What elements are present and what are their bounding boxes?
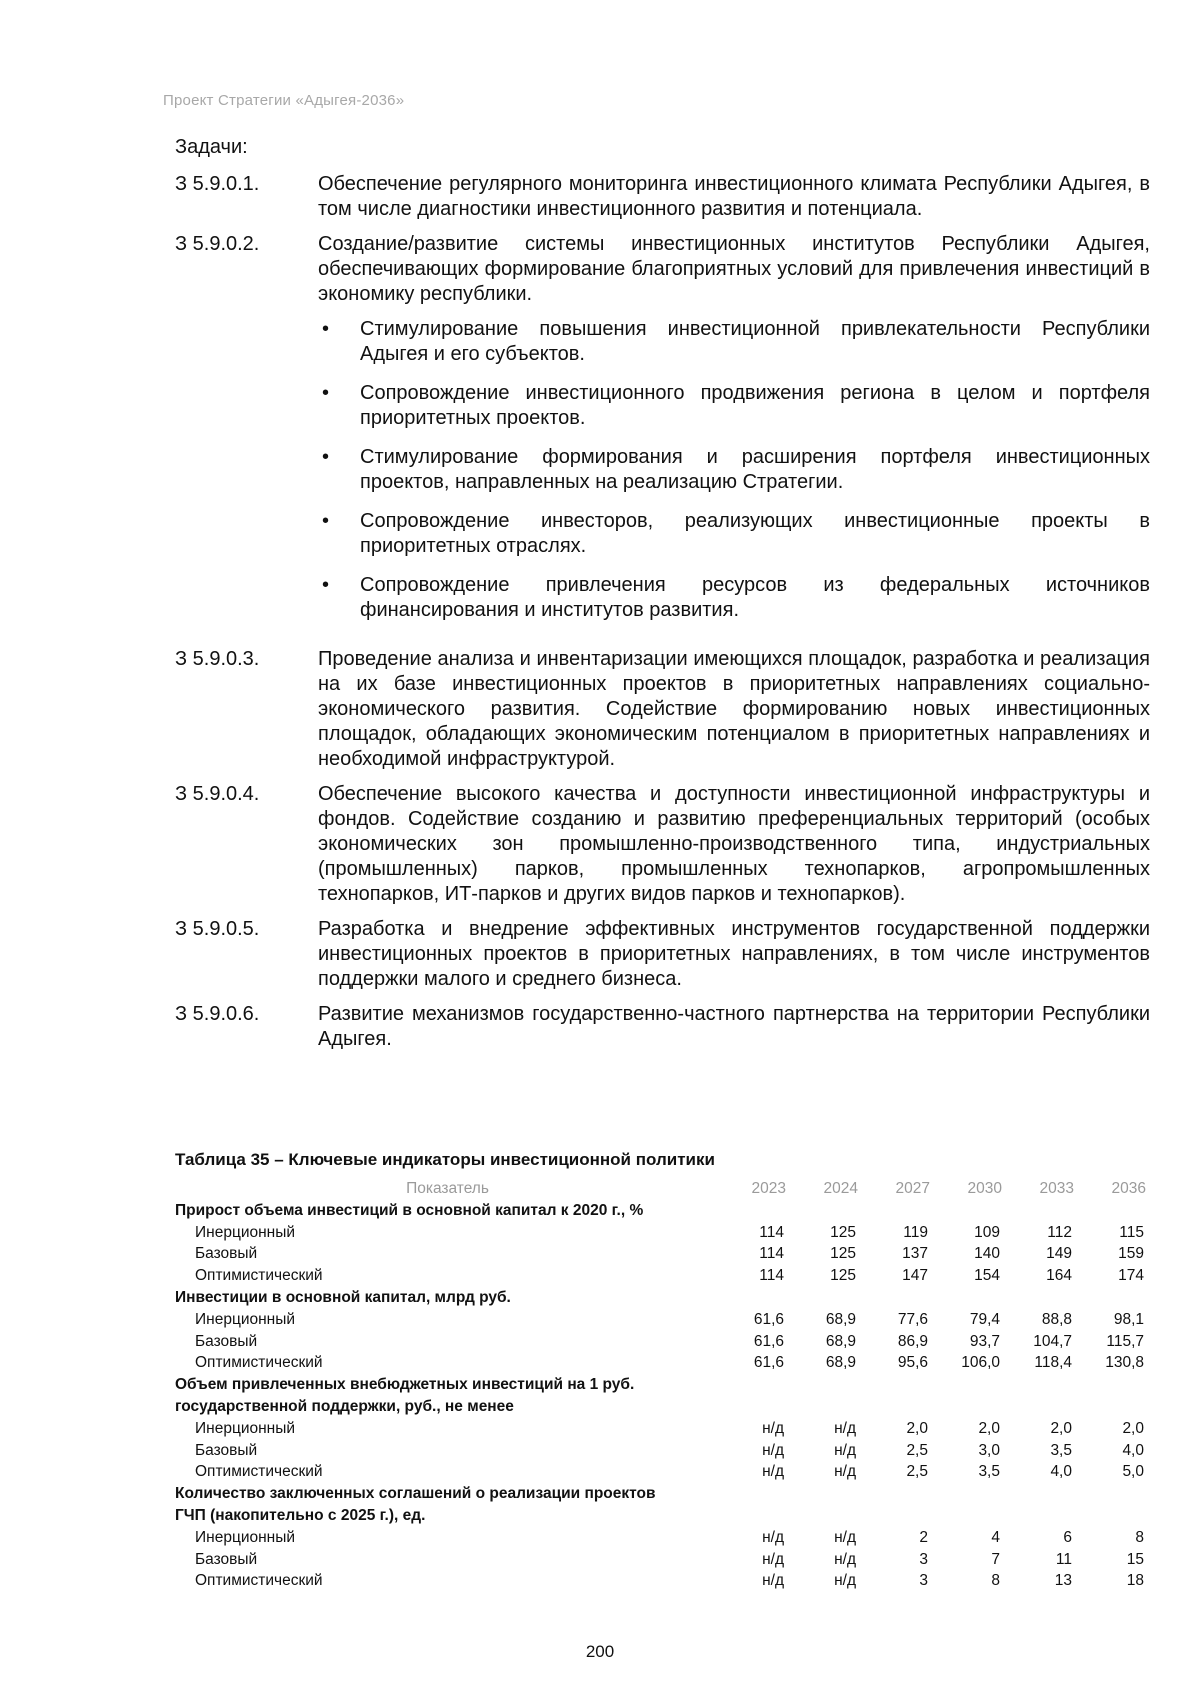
indicator-group-label: Инвестиции в основной капитал, млрд руб. bbox=[175, 1288, 511, 1306]
table-cell: н/д bbox=[762, 1441, 784, 1459]
task-item bbox=[175, 917, 1150, 992]
scenario-label: Инерционный bbox=[195, 1310, 296, 1328]
column-header: 2027 bbox=[895, 1180, 930, 1197]
scenario-label: Инерционный bbox=[195, 1419, 296, 1437]
indicator-group-label: ГЧП (накопительно с 2025 г.), ед. bbox=[175, 1506, 426, 1524]
table-cell: н/д bbox=[762, 1419, 784, 1437]
table-title: Таблица 35 – Ключевые индикаторы инвестиционной политики bbox=[175, 1150, 715, 1169]
scenario-label: Базовый bbox=[195, 1441, 258, 1459]
table-group-row bbox=[175, 1396, 1152, 1418]
table-cell: 109 bbox=[974, 1223, 1000, 1241]
table-cell: н/д bbox=[762, 1572, 784, 1590]
table-cell: 18 bbox=[1126, 1572, 1144, 1590]
table-cell: 2,0 bbox=[906, 1419, 928, 1437]
table-row bbox=[175, 1440, 1152, 1462]
table-cell: 104,7 bbox=[1033, 1332, 1072, 1350]
column-header: 2023 bbox=[751, 1180, 786, 1197]
table-row bbox=[175, 1352, 1152, 1374]
table-cell: 3,0 bbox=[978, 1441, 1000, 1459]
task-text: Обеспечение регулярного мониторинга инвестиционного климата Республики Адыгея, в том числе диагностики инвестиционного развития и потенциала. bbox=[318, 173, 1150, 220]
indicator-group-label: Количество заключенных соглашений о реализации проектов bbox=[175, 1485, 656, 1503]
table-cell: 125 bbox=[830, 1267, 856, 1285]
task-number: З 5.9.0.1. bbox=[175, 173, 260, 195]
indicator-group-label: Объем привлеченных внебюджетных инвестиций на 1 руб. bbox=[175, 1376, 635, 1394]
scenario-label: Оптимистический bbox=[195, 1267, 323, 1285]
table-cell: н/д bbox=[834, 1463, 856, 1481]
table-row bbox=[175, 1265, 1152, 1287]
table-cell: 2,5 bbox=[906, 1441, 928, 1459]
table-row bbox=[175, 1309, 1152, 1331]
task-number: З 5.9.0.3. bbox=[175, 648, 260, 670]
task-item bbox=[175, 1002, 1150, 1052]
table-cell: 6 bbox=[1063, 1528, 1072, 1546]
task-number: З 5.9.0.4. bbox=[175, 783, 260, 805]
table-row bbox=[175, 1570, 1152, 1592]
bullet-item bbox=[318, 381, 1150, 431]
bullet-item bbox=[318, 317, 1150, 367]
task-text: Обеспечение высокого качества и доступности инвестиционной инфраструктуры и фондов. Содействие созданию и развитию преференциальных территорий (особых экономических зон промышленно-производственного типа, индустриальных (промышленных) парков, промышленных технопарков, агропромышленных технопарков, ИТ-парков и других видов парков и технопарков). bbox=[318, 783, 1150, 905]
table-cell: 3 bbox=[919, 1572, 928, 1590]
table-cell: 4,0 bbox=[1122, 1441, 1144, 1459]
bullet-text: Сопровождение инвестиционного продвижения региона в целом и портфеля приоритетных проектов. bbox=[360, 382, 1150, 429]
table-cell: 4,0 bbox=[1050, 1463, 1072, 1481]
table-cell: н/д bbox=[834, 1572, 856, 1590]
scenario-label: Инерционный bbox=[195, 1223, 296, 1241]
table-cell: 125 bbox=[830, 1223, 856, 1241]
scenario-label: Инерционный bbox=[195, 1528, 296, 1546]
table-cell: 68,9 bbox=[825, 1332, 856, 1350]
table-cell: 98,1 bbox=[1113, 1310, 1144, 1328]
table-row bbox=[175, 1527, 1152, 1549]
table-header-row bbox=[175, 1178, 1152, 1200]
table-cell: н/д bbox=[834, 1528, 856, 1546]
table-row bbox=[175, 1331, 1152, 1353]
table-cell: 77,6 bbox=[897, 1310, 928, 1328]
indicator-group-label: государственной поддержки, руб., не менее bbox=[175, 1397, 514, 1415]
table-row bbox=[175, 1461, 1152, 1483]
table-group-row bbox=[175, 1200, 1152, 1222]
table-cell: 2,0 bbox=[1050, 1419, 1072, 1437]
table-cell: 2,0 bbox=[978, 1419, 1000, 1437]
task-bullet-list bbox=[318, 317, 1150, 623]
tasks-list bbox=[175, 172, 1150, 1062]
table-cell: 13 bbox=[1054, 1572, 1072, 1590]
table-cell: 149 bbox=[1046, 1245, 1072, 1263]
bullet-item bbox=[318, 573, 1150, 623]
bullet-icon: • bbox=[322, 574, 330, 596]
table-cell: 115,7 bbox=[1106, 1332, 1144, 1350]
table-cell: 7 bbox=[991, 1550, 1000, 1568]
table-cell: 2,0 bbox=[1122, 1419, 1144, 1437]
table-cell: 68,9 bbox=[825, 1354, 856, 1372]
table-cell: 154 bbox=[974, 1267, 1000, 1285]
bullet-icon: • bbox=[322, 382, 330, 404]
table-cell: н/д bbox=[834, 1419, 856, 1437]
table-cell: 106,0 bbox=[961, 1354, 1000, 1372]
table-cell: 3,5 bbox=[1050, 1441, 1072, 1459]
task-text: Разработка и внедрение эффективных инструментов государственной поддержки инвестиционных проектов в приоритетных направлениях, в том числе инструментов поддержки малого и среднего бизнеса. bbox=[318, 918, 1150, 990]
table-cell: н/д bbox=[834, 1550, 856, 1568]
table-cell: 5,0 bbox=[1122, 1463, 1144, 1481]
table-cell: 8 bbox=[1135, 1528, 1144, 1546]
bullet-item bbox=[318, 445, 1150, 495]
bullet-text: Сопровождение инвесторов, реализующих инвестиционные проекты в приоритетных отраслях. bbox=[360, 510, 1150, 557]
table-cell: 86,9 bbox=[897, 1332, 928, 1350]
bullet-text: Стимулирование формирования и расширения портфеля инвестиционных проектов, направленных на реализацию Стратегии. bbox=[360, 446, 1150, 493]
table-cell: 15 bbox=[1126, 1550, 1144, 1568]
task-item bbox=[175, 782, 1150, 907]
task-number: З 5.9.0.6. bbox=[175, 1003, 260, 1025]
table-cell: 137 bbox=[902, 1245, 928, 1263]
table-group-row bbox=[175, 1374, 1152, 1396]
task-item bbox=[175, 647, 1150, 772]
table-cell: 159 bbox=[1118, 1245, 1144, 1263]
table-cell: 2 bbox=[919, 1528, 928, 1546]
table-cell: 114 bbox=[759, 1267, 784, 1285]
table-cell: н/д bbox=[762, 1528, 784, 1546]
task-body bbox=[318, 232, 1150, 637]
table-cell: 140 bbox=[974, 1245, 1000, 1263]
page-number: 200 bbox=[585, 1642, 615, 1661]
scenario-label: Базовый bbox=[195, 1245, 258, 1263]
scenario-label: Оптимистический bbox=[195, 1572, 323, 1590]
table-row bbox=[175, 1549, 1152, 1571]
task-text: Создание/развитие системы инвестиционных институтов Республики Адыгея, обеспечивающих формирование благоприятных условий для привлечения инвестиций в экономику республики. bbox=[318, 233, 1150, 305]
table-cell: 164 bbox=[1046, 1267, 1072, 1285]
table-cell: 118,4 bbox=[1034, 1354, 1072, 1372]
table-row bbox=[175, 1243, 1152, 1265]
scenario-label: Оптимистический bbox=[195, 1463, 323, 1481]
bullet-text: Сопровождение привлечения ресурсов из федеральных источников финансирования и институтов развития. bbox=[360, 574, 1150, 621]
table-body bbox=[175, 1200, 1152, 1592]
table-row bbox=[175, 1418, 1152, 1440]
table-cell: 11 bbox=[1055, 1550, 1072, 1568]
table-cell: 174 bbox=[1118, 1267, 1144, 1285]
table-cell: н/д bbox=[834, 1441, 856, 1459]
table-cell: 3 bbox=[919, 1550, 928, 1568]
scenario-label: Оптимистический bbox=[195, 1354, 323, 1372]
indicators-table bbox=[175, 1178, 1152, 1592]
bullet-icon: • bbox=[322, 446, 330, 468]
table-cell: 61,6 bbox=[753, 1332, 784, 1350]
column-header: 2036 bbox=[1111, 1180, 1146, 1197]
table-cell: 79,4 bbox=[969, 1310, 1000, 1328]
table-cell: 3,5 bbox=[978, 1463, 1000, 1481]
column-header: Показатель bbox=[406, 1180, 489, 1197]
table-cell: 125 bbox=[830, 1245, 856, 1263]
table-cell: 68,9 bbox=[825, 1310, 856, 1328]
column-header: 2024 bbox=[823, 1180, 858, 1197]
table-cell: 115 bbox=[1119, 1223, 1144, 1241]
task-item bbox=[175, 232, 1150, 637]
tasks-heading: Задачи: bbox=[175, 136, 248, 158]
table-group-row bbox=[175, 1505, 1152, 1527]
table-cell: 114 bbox=[759, 1223, 784, 1241]
table-cell: 130,8 bbox=[1105, 1354, 1144, 1372]
task-item bbox=[175, 172, 1150, 222]
table-cell: н/д bbox=[762, 1463, 784, 1481]
table-cell: 95,6 bbox=[897, 1354, 928, 1372]
bullet-item bbox=[318, 509, 1150, 559]
scenario-label: Базовый bbox=[195, 1332, 258, 1350]
table-cell: 61,6 bbox=[753, 1354, 784, 1372]
table-cell: 61,6 bbox=[753, 1310, 784, 1328]
bullet-icon: • bbox=[322, 318, 330, 340]
task-text: Проведение анализа и инвентаризации имеющихся площадок, разработка и реализация на их базе инвестиционных проектов в приоритетных направлениях социально-экономического развития. Содействие формированию новых инвестиционных площадок, обладающих экономическим потенциалом в приоритетных направлениях и необходимой инфраструктурой. bbox=[318, 648, 1150, 770]
bullet-icon: • bbox=[322, 510, 330, 532]
task-number: З 5.9.0.5. bbox=[175, 918, 260, 940]
bullet-text: Стимулирование повышения инвестиционной привлекательности Республики Адыгея и его субъектов. bbox=[360, 318, 1150, 365]
page-header: Проект Стратегии «Адыгея-2036» bbox=[163, 92, 405, 109]
task-text: Развитие механизмов государственно-частного партнерства на территории Республики Адыгея. bbox=[318, 1003, 1150, 1050]
column-header: 2033 bbox=[1039, 1180, 1074, 1197]
scenario-label: Базовый bbox=[195, 1550, 258, 1568]
table-cell: 119 bbox=[903, 1223, 928, 1241]
table-cell: 2,5 bbox=[906, 1463, 928, 1481]
table-cell: 4 bbox=[991, 1528, 1000, 1546]
table-row bbox=[175, 1222, 1152, 1244]
table-cell: 93,7 bbox=[969, 1332, 1000, 1350]
table-group-row bbox=[175, 1483, 1152, 1505]
table-cell: 8 bbox=[991, 1572, 1000, 1590]
table-cell: 112 bbox=[1047, 1223, 1072, 1241]
table-cell: 114 bbox=[759, 1245, 784, 1263]
table-cell: н/д bbox=[762, 1550, 784, 1568]
table-cell: 147 bbox=[902, 1267, 928, 1285]
column-header: 2030 bbox=[967, 1180, 1002, 1197]
table-cell: 88,8 bbox=[1041, 1310, 1072, 1328]
task-number: З 5.9.0.2. bbox=[175, 233, 260, 255]
table-group-row bbox=[175, 1287, 1152, 1309]
indicator-group-label: Прирост объема инвестиций в основной капитал к 2020 г., % bbox=[175, 1201, 644, 1219]
